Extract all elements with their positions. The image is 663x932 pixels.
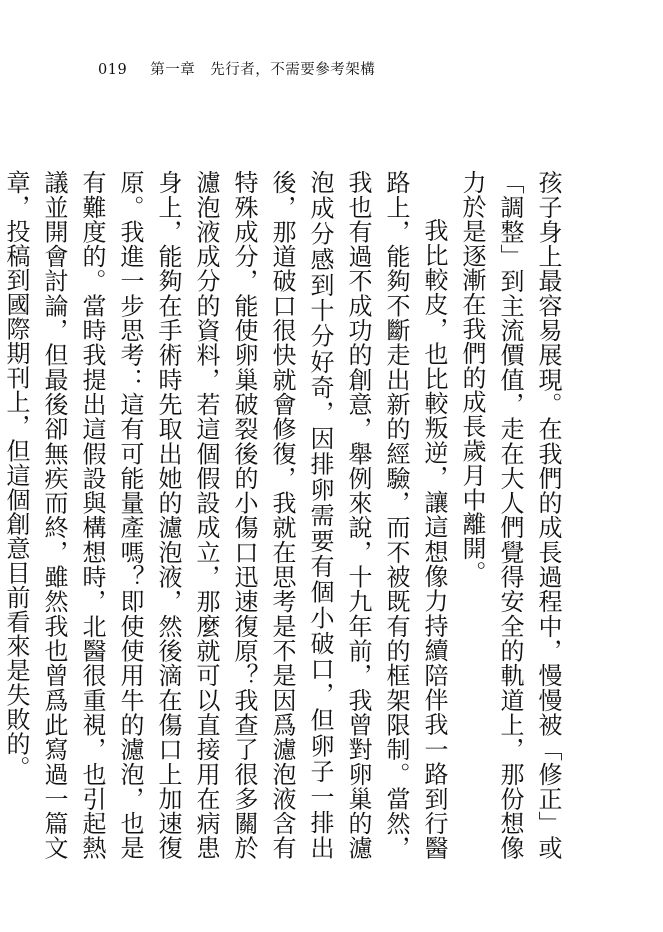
paragraph: 我比較皮，也比較叛逆，讓這想像力持續陪伴我一路到行醫路上，能夠不斷走出新的經驗，而不被既有的框架限制。當然，我也有過不成功的創意，舉例來說，十九年前，我曾對卵巢的濾泡成分感到十分好奇，因排卵需要有個小破口，但卵子一排出後，那道破口很快就會修復，我就在思考是不是因爲濾泡液含有特殊成分，能使卵巢破裂後的小傷口迅速復原？我查了很多關於濾泡液成分的資料，若這個假設成立，那麼就可以直接用在病患身上，能夠在手術時先取出她的濾泡液，然後滴在傷口上加速復原。我進一步思考：這有可能量產嗎？即使使用牛的濾泡，也是有難度的。當時我提出這假設與構想時，北醫很重視，也引起熱議並開會討論，但最後卻無疾而終，雖然我也曾爲此寫過一篇文章，投稿到國際期刊上，但這個創意目前看來是失敗的。 xyxy=(2,170,448,860)
paragraph-continued: 孩子身上最容易展現。在我們的成長過程中，慢慢被「修正」或「調整」到主流價值，走在大人們覺得安全的軌道上，那份想像力於是逐漸在我們的成長歲月中離開。 xyxy=(458,170,562,860)
page-number: 019 xyxy=(98,62,128,78)
body-text xyxy=(0,170,567,860)
chapter-title: 第一章 先行者，不需要參考架構 xyxy=(150,62,376,78)
running-header xyxy=(98,58,375,79)
